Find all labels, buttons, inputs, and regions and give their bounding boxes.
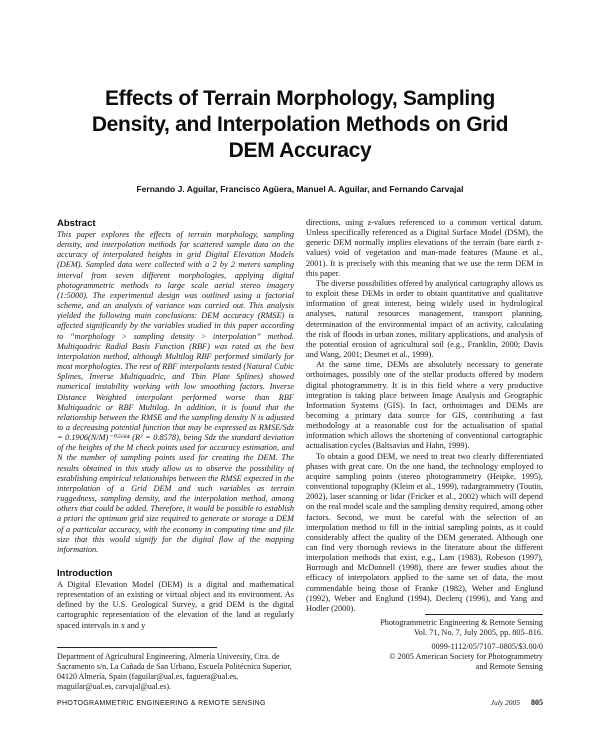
journal-copyright-line: © 2005 American Society for Photogrammetry — [389, 652, 543, 661]
footer-journal-name: PHOTOGRAMMETRIC ENGINEERING & REMOTE SENSING — [57, 700, 266, 707]
journal-copyright-line: and Remote Sensing — [475, 662, 543, 671]
body-paragraph: The diverse possibilities offered by analytical cartography allows us to exploit these DEMs in order to obtain quantitative and qualitative information of great interest, being widely used in hydrological analyses, natural resources management, transport planning, determination of the environmental impact of an activity, calculating the risk of floods in urban zones, military applications, and analysis of the potential erosion of agricultural soil (e.g., Franklin, 2000; Davis and Wang, 2001; Desmet et al., 1999). — [306, 278, 543, 360]
footer-issue-page — [491, 692, 543, 710]
left-column — [57, 218, 294, 692]
paper-title-line-3: DEM Accuracy — [228, 139, 372, 162]
body-paragraph: directions, using z-values referenced to a common vertical datum. Unless specifically referenced as a Digital Surface Model (DSM), the generic DEM normally implies elevations of the terrain (bare earth z-values) void of vegetation and man-made features (Maune et al., 2001). It is precisely with this meaning that we use the term DEM in this paper. — [306, 218, 543, 278]
introduction-text: A Digital Elevation Model (DEM) is a digital and mathematical representation of an existing or virtual object and its environment. As defined by the U.S. Geological Survey, a grid DEM is the digital cartographic representation of the elevation of the land at regularly spaced intervals in x and y — [57, 580, 294, 630]
journal-issn-line: 0099-1112/05/7107–0805/$3.00/0 — [431, 642, 543, 651]
journal-citation-block — [306, 614, 543, 672]
author-affiliation-footnote — [57, 647, 294, 692]
page-footer — [57, 692, 543, 710]
paper-title — [40, 86, 560, 164]
body-paragraph: At the same time, DEMs are absolutely necessary to generate orthoimages, possibly one of the stellar products offered by modern digital photogrammetry. It is in this field where a very productive integration is taking place between Image Analysis and Geographic Information Systems (GIS). In fact, orthoimages and DEMs are becoming a primary data source for GIS, contributing a fast methodology at a reasonable cost for the actualisation of spatial information which allows the shortening of conventional cartographic actualisation cycles (Baltsavias and Hahn, 1999). — [306, 360, 543, 451]
footnote-divider — [57, 647, 217, 648]
journal-citation-line: Vol. 71, No. 7, July 2005, pp. 805–816. — [413, 628, 543, 637]
journal-citation-line: Photogrammetric Engineering & Remote Sensing — [380, 618, 543, 627]
footer-issue-date: July 2005 — [490, 698, 520, 707]
paper-title-line-2: Density, and Interpolation Methods on Grid — [91, 113, 509, 136]
footer-page-number: 805 — [531, 698, 543, 707]
right-column — [306, 218, 543, 692]
citation-divider — [425, 614, 543, 615]
authors-line: Fernando J. Aguilar, Francisco Agüera, Manuel A. Aguilar, and Fernando Carvajal — [136, 184, 464, 194]
abstract-heading: Abstract — [57, 218, 96, 229]
footnote-text: Department of Agricultural Engineering, Almería University, Ctra. de Sacramento s/n, La Cañada de San Urbano, Escuela Politécnica Superior, 04120 Almería, Spain (faguilar@ual.es, faguera@ual.es, maguilar@ual.es, carvajal@ual.es). — [57, 652, 292, 692]
abstract-text: This paper explores the effects of terrain morphology, sampling density, and interpolation methods for scattered sample data on the accuracy of interpolated heights in grid Digital Elevation Models (DEM). Sampled data were collected with a 2 by 2 meters sampling interval from seven different morphologies, applying digital photogrammetric methods to large scale aerial stereo imagery (1:5000). The experimental design was outlined using a factorial scheme, and an analysis of variance was carried out. This analysis yielded the following main conclusions: DEM accuracy (RMSE) is affected significantly by the variables studied in this paper according to “morphology > sampling density > interpolation” method. Multiquadric Radial Basis Function (RBF) was rated as the best interpolation method, although Multilog RBF performed similarly for most morphologies. The rest of RBF interpolants tested (Natural Cubic Splines, Inverse Multiquadric, and Thin Plate Splines) showed numerical instability working with low smoothing factors. Inverse Distance Weighted interpolant performed worse than RBF Multiquadric or RBF Multilog. In addition, it is found that the relationship between the RMSE and the sampling density N is adjusted to a decreasing potential function that may be expressed as RMSE/Sdz = 0.1906(N/M)⁻⁰·⁵⁶⁸⁴ (R² = 0.8578), being Sdz the standard deviation of the heights of the M check points used for accuracy estimation, and N the number of sampling points used for creating the DEM. The results obtained in this study allow us to observe the possibility of establishing empirical relationships between the RMSE expected in the interpolation of a Grid DEM and such variables as terrain ruggedness, sampling density, and the interpolation method, among others that could be added. Therefore, it would be possible to establish a priori the optimum grid size required to generate or storage a DEM of a particular accuracy, with the economy in computing time and file size that this would signify for the digital flow of the mapping information. — [57, 230, 294, 554]
two-column-body — [57, 218, 543, 692]
paper-title-line-1: Effects of Terrain Morphology, Sampling — [104, 87, 496, 110]
introduction-heading: Introduction — [57, 568, 113, 579]
body-paragraph: To obtain a good DEM, we need to treat two clearly differentiated phases with great care. On the one hand, the technology employed to acquire sampling points (stereo photogrammetry (Heipke, 1995), conventional topography (Kleim et al., 1999), radargrammetry (Toutin, 2002), laser scanning or lidar (Fricker et al., 2002) which will depend on the real model scale and the sampling density required, among other factors. Second, we must be careful with the selection of an interpolation method to fill in the initial sampling points, as it could considerably affect the quality of the DEM generated. Although one can find very thorough reviews in the literature about the different interpolation methods that exist, e.g., Lam (1983), Robeson (1997), Burrough and McDonnell (1998), there are fewer studies about the efficacy of interpolators applied to the same set of data, the most commendable being those of Franke (1982), Weber and Englund (1992), Weber and Englund (1994), Declerq (1996), and Yang and Hodler (2000). — [306, 451, 543, 613]
